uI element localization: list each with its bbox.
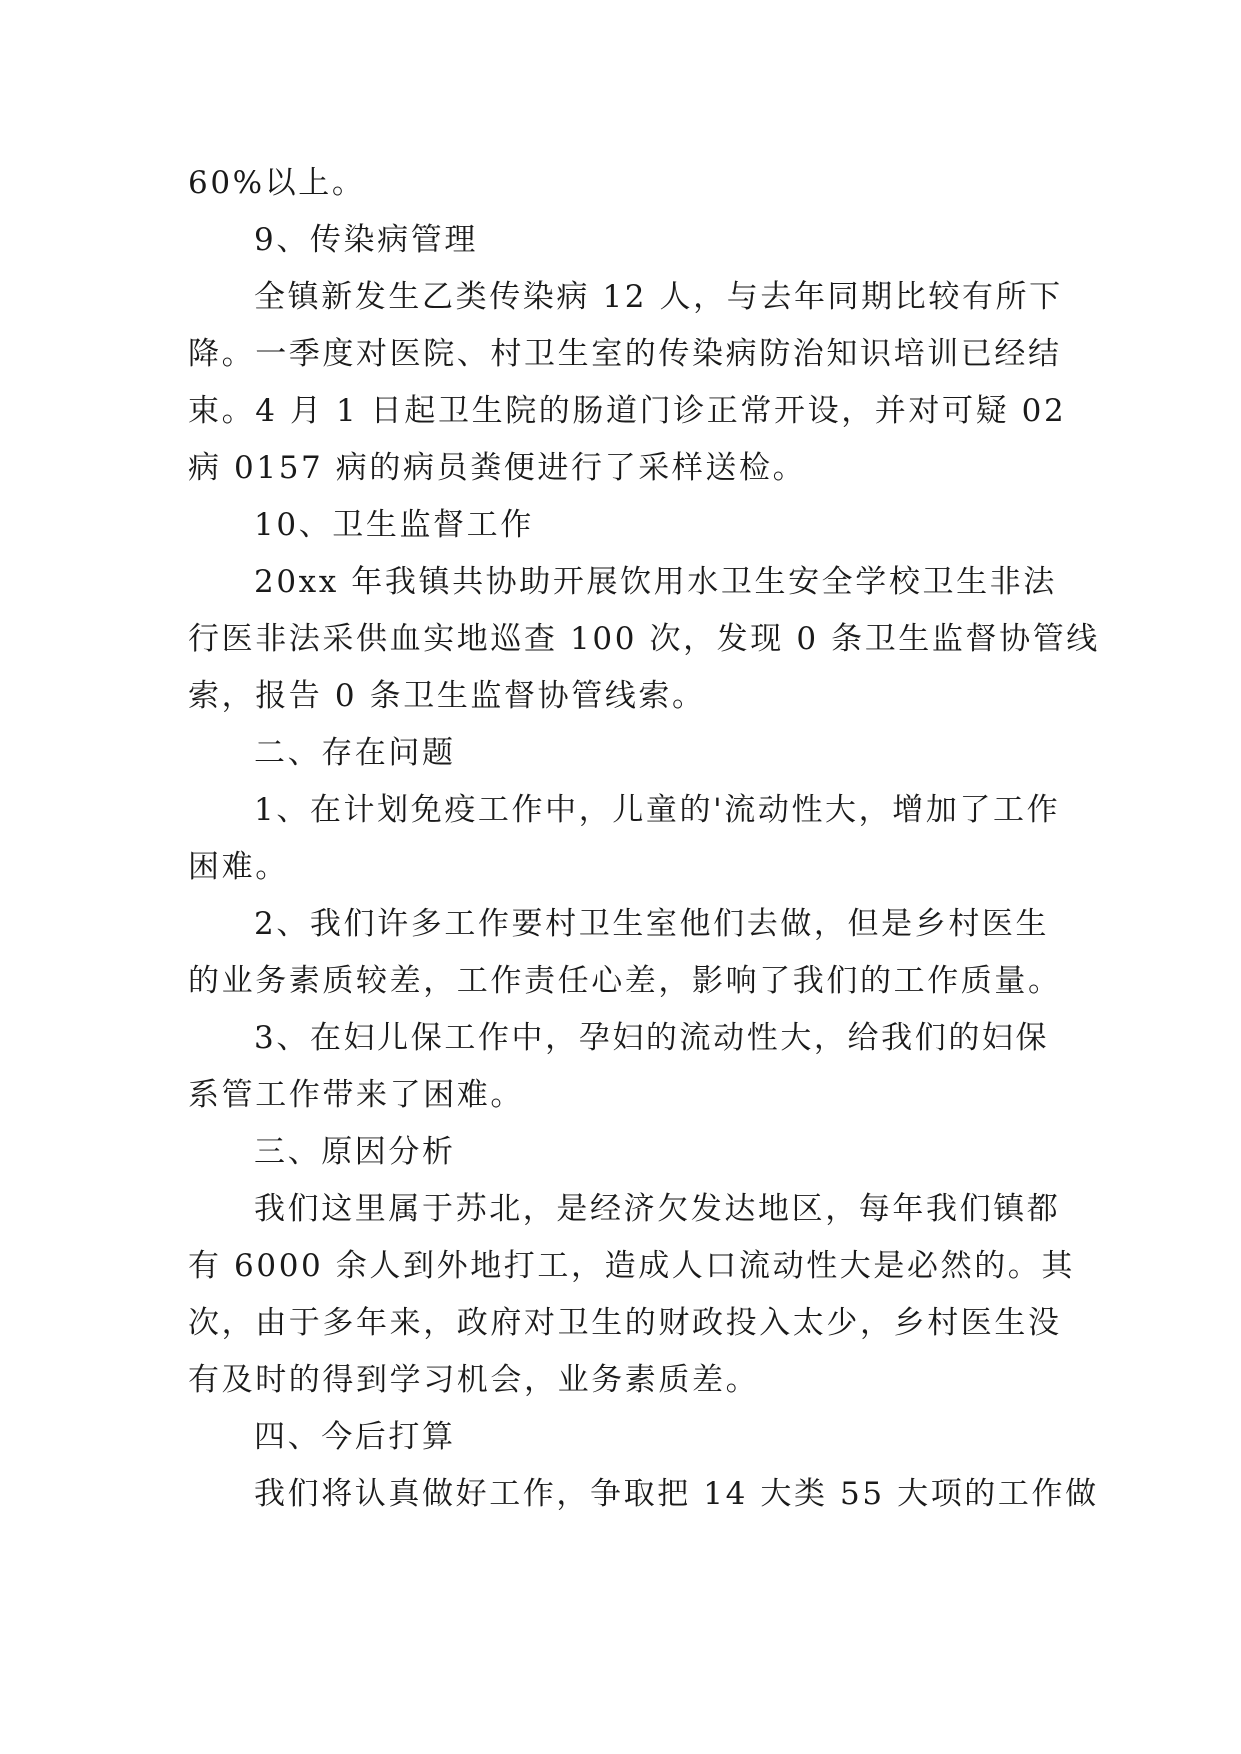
text-line: 次，由于多年来，政府对卫生的财政投入太少，乡村医生没 <box>188 1305 1062 1341</box>
text-line: 束。4 月 1 日起卫生院的肠道门诊正常开设，并对可疑 02 <box>188 393 1067 429</box>
text-line: 60%以上。 <box>188 165 366 201</box>
text-line: 系管工作带来了困难。 <box>188 1077 524 1113</box>
text-line: 的业务素质较差，工作责任心差，影响了我们的工作质量。 <box>188 963 1062 999</box>
text-line: 有 6000 余人到外地打工，造成人口流动性大是必然的。其 <box>188 1248 1075 1284</box>
text-line: 行医非法采供血实地巡查 100 次，发现 0 条卫生监督协管线 <box>188 621 1100 657</box>
text-line: 全镇新发生乙类传染病 12 人，与去年同期比较有所下 <box>254 279 1063 315</box>
text-line: 降。一季度对医院、村卫生室的传染病防治知识培训已经结 <box>188 336 1062 372</box>
text-line: 困难。 <box>188 849 289 885</box>
text-line: 我们将认真做好工作，争取把 14 大类 55 大项的工作做 <box>254 1476 1099 1512</box>
text-line: 有及时的得到学习机会，业务素质差。 <box>188 1362 760 1398</box>
section-heading: 三、原因分析 <box>254 1134 456 1170</box>
text-line: 2、我们许多工作要村卫生室他们去做，但是乡村医生 <box>254 906 1050 942</box>
section-heading: 四、今后打算 <box>254 1419 456 1455</box>
section-heading: 9、传染病管理 <box>254 222 478 258</box>
text-line: 我们这里属于苏北，是经济欠发达地区，每年我们镇都 <box>254 1191 1061 1227</box>
text-line: 1、在计划免疫工作中，儿童的'流动性大，增加了工作 <box>254 792 1061 828</box>
text-line: 病 0157 病的病员粪便进行了采样送检。 <box>188 450 807 486</box>
text-line: 3、在妇儿保工作中，孕妇的流动性大，给我们的妇保 <box>254 1020 1050 1056</box>
section-heading: 二、存在问题 <box>254 735 456 771</box>
section-heading: 10、卫生监督工作 <box>254 507 534 543</box>
text-line: 20xx 年我镇共协助开展饮用水卫生安全学校卫生非法 <box>254 564 1057 600</box>
text-line: 索，报告 0 条卫生监督协管线索。 <box>188 678 706 714</box>
